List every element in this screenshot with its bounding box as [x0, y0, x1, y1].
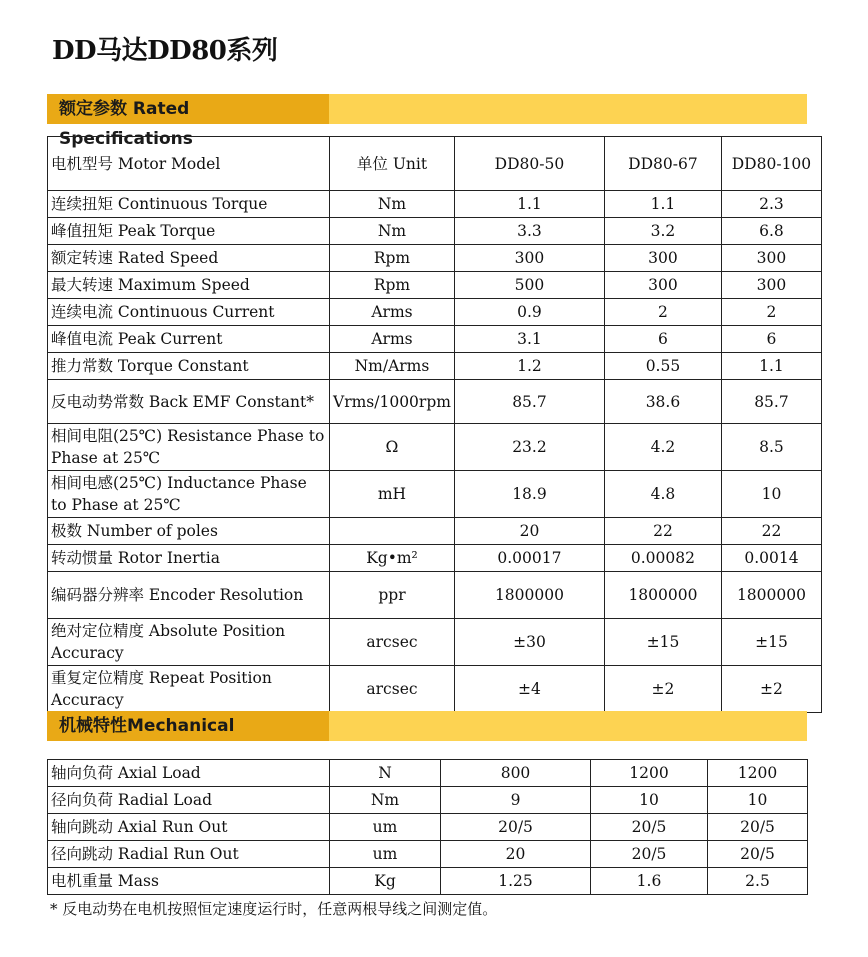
value-cell: 9 [441, 787, 591, 814]
value-cell: 20/5 [708, 841, 808, 868]
value-cell: 10 [708, 787, 808, 814]
value-cell: ±2 [721, 666, 821, 713]
table-row [48, 619, 822, 666]
table-row [48, 787, 808, 814]
table-row [48, 353, 822, 380]
parameter-cell: 相间电阻(25℃) Resistance Phase to Phase at 25℃ [48, 424, 330, 471]
parameter-cell: 径向负荷 Radial Load [48, 787, 330, 814]
value-cell: 0.00082 [604, 545, 721, 572]
value-cell: 300 [721, 245, 821, 272]
value-cell: ppr [330, 572, 455, 619]
section-header-rated [47, 94, 807, 149]
value-cell: 0.55 [604, 353, 721, 380]
value-cell: Nm/Arms [330, 353, 455, 380]
value-cell: Ω [330, 424, 455, 471]
value-cell: Nm [330, 191, 455, 218]
value-cell: 20/5 [441, 814, 591, 841]
value-cell: 1.1 [604, 191, 721, 218]
value-cell: ±15 [721, 619, 821, 666]
table-row [48, 666, 822, 713]
value-cell: 1.6 [591, 868, 708, 895]
value-cell: 1800000 [604, 572, 721, 619]
value-cell: 85.7 [454, 380, 604, 424]
section-header-mechanical [47, 711, 807, 741]
table-row [48, 841, 808, 868]
value-cell: 20/5 [708, 814, 808, 841]
value-cell: 300 [604, 272, 721, 299]
parameter-cell: 轴向跳动 Axial Run Out [48, 814, 330, 841]
table-row [48, 545, 822, 572]
value-cell: 300 [604, 245, 721, 272]
value-cell: 4.2 [604, 424, 721, 471]
value-cell: Arms [330, 326, 455, 353]
value-cell: ±2 [604, 666, 721, 713]
value-cell: 1200 [591, 760, 708, 787]
parameter-cell: 最大转速 Maximum Speed [48, 272, 330, 299]
value-cell: 22 [604, 518, 721, 545]
value-cell: 10 [721, 471, 821, 518]
table-row [48, 326, 822, 353]
header-cell: DD80-100 [721, 137, 821, 191]
value-cell: Rpm [330, 245, 455, 272]
mechanical-table [47, 759, 808, 895]
value-cell: 0.9 [454, 299, 604, 326]
value-cell: 4.8 [604, 471, 721, 518]
parameter-cell: 编码器分辨率 Encoder Resolution [48, 572, 330, 619]
value-cell: 1.1 [454, 191, 604, 218]
value-cell: 38.6 [604, 380, 721, 424]
table-row [48, 424, 822, 471]
value-cell: 6.8 [721, 218, 821, 245]
parameter-cell: 推力常数 Torque Constant [48, 353, 330, 380]
value-cell: 6 [604, 326, 721, 353]
parameter-cell: 连续扭矩 Continuous Torque [48, 191, 330, 218]
value-cell: um [330, 814, 441, 841]
value-cell: arcsec [330, 619, 455, 666]
value-cell: 6 [721, 326, 821, 353]
value-cell: 300 [454, 245, 604, 272]
value-cell: 3.1 [454, 326, 604, 353]
table-row [48, 760, 808, 787]
table-row [48, 245, 822, 272]
value-cell [330, 518, 455, 545]
value-cell: 23.2 [454, 424, 604, 471]
section-label-rated: 额定参数 Rated Specifications [47, 94, 329, 124]
parameter-cell: 电机重量 Mass [48, 868, 330, 895]
value-cell: 3.3 [454, 218, 604, 245]
value-cell: ±15 [604, 619, 721, 666]
value-cell: 18.9 [454, 471, 604, 518]
value-cell: Kg•m² [330, 545, 455, 572]
parameter-cell: 峰值扭矩 Peak Torque [48, 218, 330, 245]
table-header-row [48, 137, 822, 191]
value-cell: 0.0014 [721, 545, 821, 572]
table-row [48, 868, 808, 895]
table-row [48, 518, 822, 545]
value-cell: Arms [330, 299, 455, 326]
table-row [48, 814, 808, 841]
value-cell: 2 [721, 299, 821, 326]
table-row [48, 471, 822, 518]
value-cell: 1.1 [721, 353, 821, 380]
value-cell: 20 [441, 841, 591, 868]
value-cell: Rpm [330, 272, 455, 299]
section-label-mechanical: 机械特性Mechanical [47, 711, 329, 741]
value-cell: Nm [330, 787, 441, 814]
table-row [48, 272, 822, 299]
parameter-cell: 绝对定位精度 Absolute Position Accuracy [48, 619, 330, 666]
value-cell: Nm [330, 218, 455, 245]
value-cell: 20/5 [591, 841, 708, 868]
table-row [48, 299, 822, 326]
value-cell: 10 [591, 787, 708, 814]
page-title: DD马达DD80系列 [52, 36, 278, 66]
parameter-cell: 转动惯量 Rotor Inertia [48, 545, 330, 572]
footnote: * 反电动势在电机按照恒定速度运行时，任意两根导线之间测定值。 [50, 900, 498, 918]
parameter-cell: 轴向负荷 Axial Load [48, 760, 330, 787]
parameter-cell: 反电动势常数 Back EMF Constant* [48, 380, 330, 424]
value-cell: arcsec [330, 666, 455, 713]
parameter-cell: 额定转速 Rated Speed [48, 245, 330, 272]
header-cell: 电机型号 Motor Model [48, 137, 330, 191]
table-row [48, 218, 822, 245]
value-cell: 1200 [708, 760, 808, 787]
value-cell: 1.25 [441, 868, 591, 895]
value-cell: 1800000 [454, 572, 604, 619]
parameter-cell: 连续电流 Continuous Current [48, 299, 330, 326]
value-cell: 20 [454, 518, 604, 545]
value-cell: ±4 [454, 666, 604, 713]
header-cell: DD80-50 [454, 137, 604, 191]
value-cell: 8.5 [721, 424, 821, 471]
header-cell: 单位 Unit [330, 137, 455, 191]
value-cell: 800 [441, 760, 591, 787]
table-row [48, 380, 822, 424]
value-cell: 0.00017 [454, 545, 604, 572]
header-cell: DD80-67 [604, 137, 721, 191]
rated-spec-table [47, 136, 822, 713]
value-cell: Kg [330, 868, 441, 895]
value-cell: 22 [721, 518, 821, 545]
parameter-cell: 相间电感(25℃) Inductance Phase to Phase at 25℃ [48, 471, 330, 518]
parameter-cell: 峰值电流 Peak Current [48, 326, 330, 353]
value-cell: um [330, 841, 441, 868]
value-cell: 500 [454, 272, 604, 299]
value-cell: N [330, 760, 441, 787]
value-cell: 2.5 [708, 868, 808, 895]
value-cell: 2 [604, 299, 721, 326]
value-cell: 2.3 [721, 191, 821, 218]
value-cell: 20/5 [591, 814, 708, 841]
value-cell: mH [330, 471, 455, 518]
value-cell: 85.7 [721, 380, 821, 424]
table-row [48, 572, 822, 619]
value-cell: 3.2 [604, 218, 721, 245]
table-row [48, 191, 822, 218]
value-cell: ±30 [454, 619, 604, 666]
parameter-cell: 重复定位精度 Repeat Position Accuracy [48, 666, 330, 713]
parameter-cell: 径向跳动 Radial Run Out [48, 841, 330, 868]
value-cell: 1.2 [454, 353, 604, 380]
value-cell: Vrms/1000rpm [330, 380, 455, 424]
parameter-cell: 极数 Number of poles [48, 518, 330, 545]
value-cell: 1800000 [721, 572, 821, 619]
value-cell: 300 [721, 272, 821, 299]
